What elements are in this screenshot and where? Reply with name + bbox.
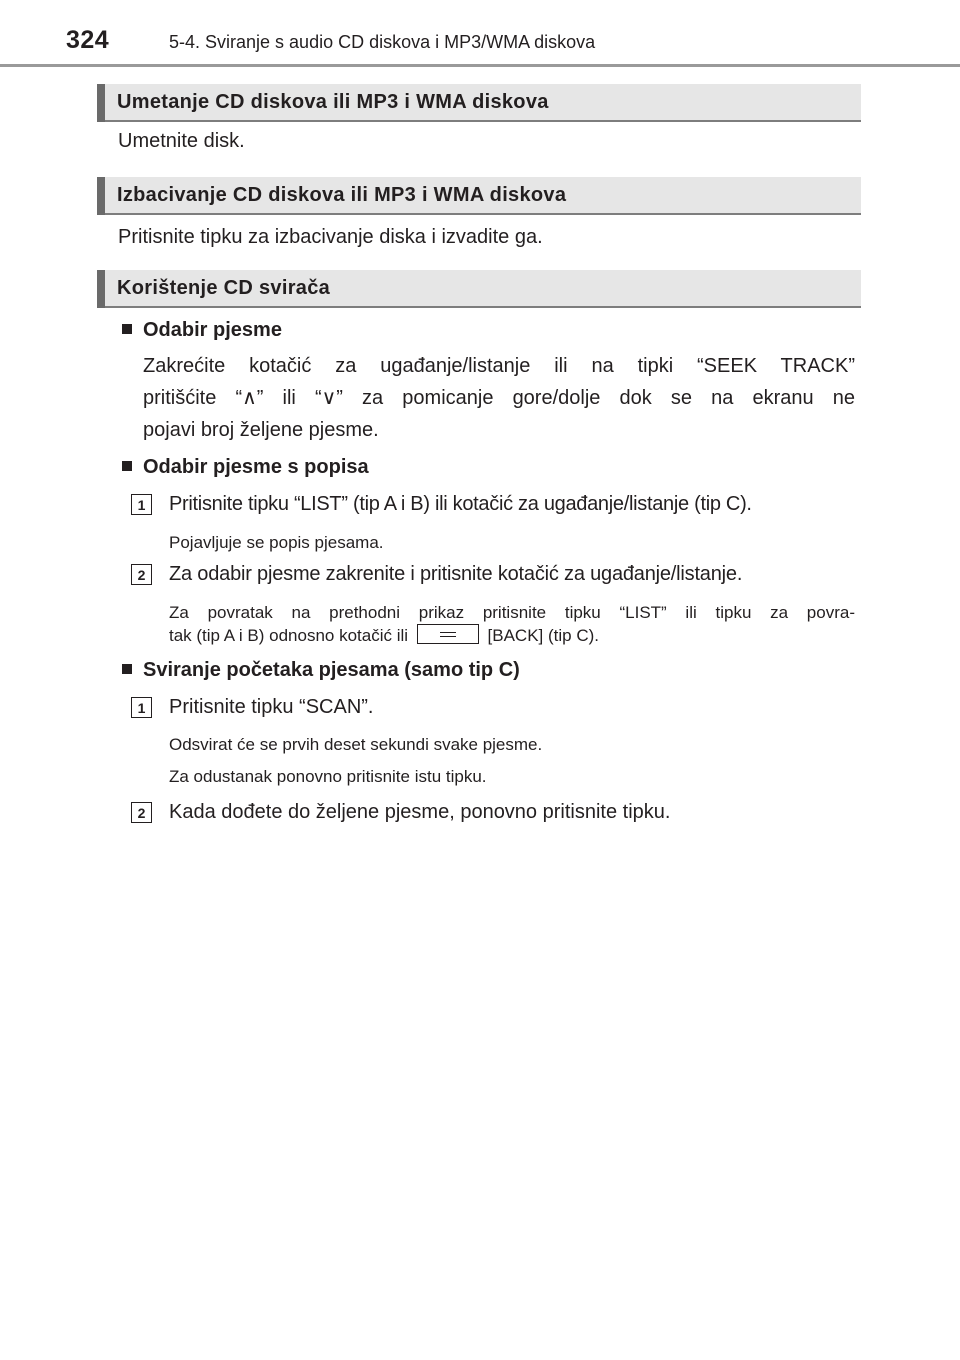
insert-instruction: Umetnite disk. xyxy=(118,130,245,152)
bullet-scan xyxy=(122,659,520,682)
list-step-2-note-line-2 xyxy=(169,624,599,647)
page-number: 324 xyxy=(66,26,110,54)
bullet-select-from-list xyxy=(122,456,369,479)
step-number-2: 2 xyxy=(131,802,152,823)
list-step-1: Pritisnite tipku “LIST” (tip A i B) ili kotačić za ugađanje/listanje (tip C). xyxy=(169,493,752,515)
step-number-2: 2 xyxy=(131,564,152,585)
select-track-line-1: Zakrećite kotačić za ugađanje/listanje ili na tipki “SEEK TRACK” xyxy=(143,355,855,377)
eject-instruction: Pritisnite tipku za izbacivanje diska i izvadite ga. xyxy=(118,226,543,248)
square-bullet-icon xyxy=(122,461,132,471)
page-header xyxy=(0,0,960,62)
bullet-select-track xyxy=(122,319,282,342)
scan-step-1-note-2: Za odustanak ponovno pritisnite istu tipku. xyxy=(169,767,487,786)
section-insert-heading xyxy=(97,84,861,122)
header-divider xyxy=(0,64,960,67)
section-title: Umetanje CD diskova ili MP3 i WMA diskova xyxy=(117,91,549,113)
note-text: tak (tip A i B) odnosno kotačić ili xyxy=(169,626,409,645)
list-step-1-note: Pojavljuje se popis pjesama. xyxy=(169,533,384,552)
square-bullet-icon xyxy=(122,664,132,674)
step-number-1: 1 xyxy=(131,494,152,515)
chapter-title: 5-4. Sviranje s audio CD diskova i MP3/WMA diskova xyxy=(169,32,596,52)
scan-step-1-note-1: Odsvirat će se prvih deset sekundi svake pjesme. xyxy=(169,735,543,754)
scan-step-2: Kada dođete do željene pjesme, ponovno pritisnite tipku. xyxy=(169,801,671,823)
back-button-icon xyxy=(417,624,479,644)
note-text: [BACK] (tip C). xyxy=(487,626,599,645)
bullet-label: Odabir pjesme xyxy=(143,319,282,341)
section-title: Izbacivanje CD diskova ili MP3 i WMA diskova xyxy=(117,184,567,206)
bullet-label: Odabir pjesme s popisa xyxy=(143,456,369,478)
list-step-2-note-line-1: Za povratak na prethodni prikaz pritisnite tipku “LIST” ili tipku za povra- xyxy=(169,603,855,622)
section-eject-heading xyxy=(97,177,861,215)
step-number-1: 1 xyxy=(131,697,152,718)
square-bullet-icon xyxy=(122,324,132,334)
bullet-label: Sviranje početaka pjesama (samo tip C) xyxy=(143,659,520,681)
section-player-heading xyxy=(97,270,861,308)
scan-step-1: Pritisnite tipku “SCAN”. xyxy=(169,696,374,718)
select-track-line-3: pojavi broj željene pjesme. xyxy=(143,419,379,441)
section-title: Korištenje CD svirača xyxy=(117,277,331,299)
list-step-2: Za odabir pjesme zakrenite i pritisnite kotačić za ugađanje/listanje. xyxy=(169,563,743,585)
select-track-line-2: pritišćite “∧” ili “∨” za pomicanje gore/dolje dok se na ekranu ne xyxy=(143,387,855,409)
